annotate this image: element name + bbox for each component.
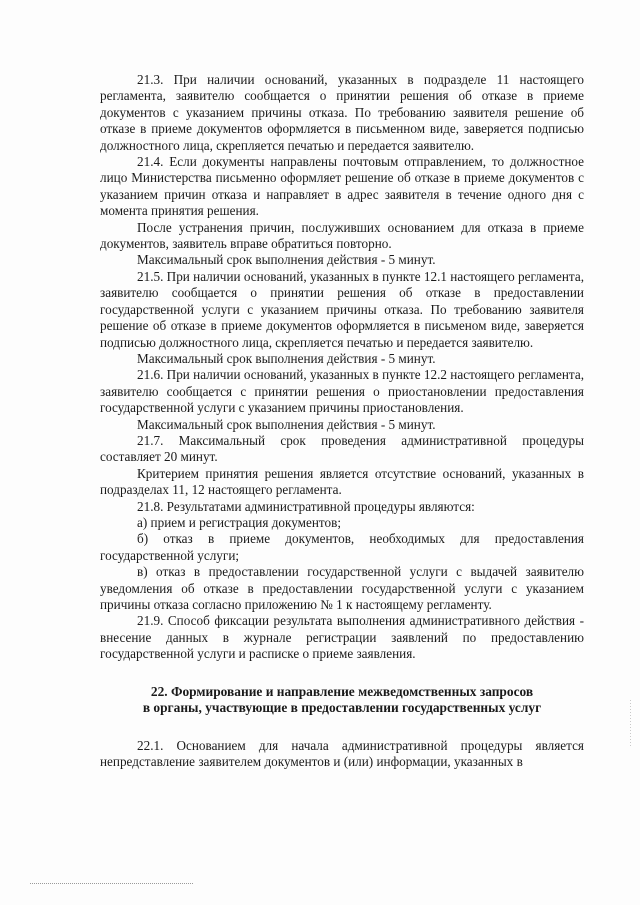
- paragraph: Максимальный срок выполнения действия - 5 минут.: [137, 416, 436, 432]
- paragraph: 22.1. Основанием для начала административной процедуры является непредставление заявителем документов и (или) информации, указанных в: [100, 737, 584, 770]
- section-heading-line-1: 22. Формирование и направление межведомственных запросов: [150, 683, 534, 699]
- footnote-separator: [30, 883, 193, 884]
- section-heading: [100, 684, 584, 717]
- paragraph: 21.7. Максимальный срок проведения административной процедуры составляет 20 минут.: [100, 432, 584, 465]
- section-heading-line-2: в органы, участвующие в предоставлении государственных услуг: [142, 700, 542, 716]
- paragraph: После устранения причин, послуживших основанием для отказа в приеме документов, заявитель вправе обратиться повторно.: [100, 219, 584, 252]
- document-body: [100, 72, 584, 770]
- paragraphs-before-heading: [100, 72, 584, 663]
- paragraphs-after-heading: [100, 738, 584, 771]
- paragraph: 21.8. Результатами административной процедуры являются:: [137, 498, 475, 514]
- paragraph: 21.9. Способ фиксации результата выполнения административного действия - внесение данных в журнале регистрации заявлений по предоставлению государственной услуги и расписке о приеме заявления.: [100, 613, 584, 662]
- paragraph: 21.6. При наличии оснований, указанных в пункте 12.2 настоящего регламента, заявителю сообщается с принятии решения о приостановлении предоставления государственной услуги с указанием причины приостановления.: [100, 367, 584, 416]
- paragraph: Максимальный срок выполнения действия - 5 минут.: [137, 252, 436, 268]
- paragraph: 21.3. При наличии оснований, указанных в подразделе 11 настоящего регламента, заявителю сообщается о принятии решения об отказе в приеме документов с указанием причины отказа. По требованию заявителя решение об отказе в приеме документов оформляется в письменном виде, заверяется подписью должностного лица, скрепляется печатью и передается заявителю.: [100, 72, 584, 153]
- paragraph: в) отказ в предоставлении государственной услуги с выдачей заявителю уведомления об отказе в предоставлении государственной услуги с указанием причины отказа согласно приложению № 1 к настоящему регламенту.: [100, 564, 584, 612]
- paragraph: 21.5. При наличии оснований, указанных в пункте 12.1 настоящего регламента, заявителю сообщается о принятии решения об отказе в предоставлении государственной услуги с указанием причины отказа. По требованию заявителя решение об отказе в приеме документов оформляется в письменом виде, заверяется подписью должностного лица, скрепляется печатью и передается заявителю.: [100, 268, 584, 350]
- paragraph: б) отказ в приеме документов, необходимых для предоставления государственной услуги;: [100, 531, 584, 563]
- paragraph: Критерием принятия решения является отсутствие оснований, указанных в подразделах 11, 12 настоящего регламента.: [100, 465, 584, 498]
- paragraph: 21.4. Если документы направлены почтовым отправлением, то должностное лицо Министерства письменно оформляет решение об отказе в приеме документов с указанием причин отказа и направляет в адрес заявителя в течение одного дня с момента принятия решения.: [100, 154, 584, 219]
- paragraph: а) прием и регистрация документов;: [137, 514, 341, 530]
- margin-scan-mark: [630, 700, 631, 746]
- paragraph: Максимальный срок выполнения действия - 5 минут.: [137, 350, 436, 366]
